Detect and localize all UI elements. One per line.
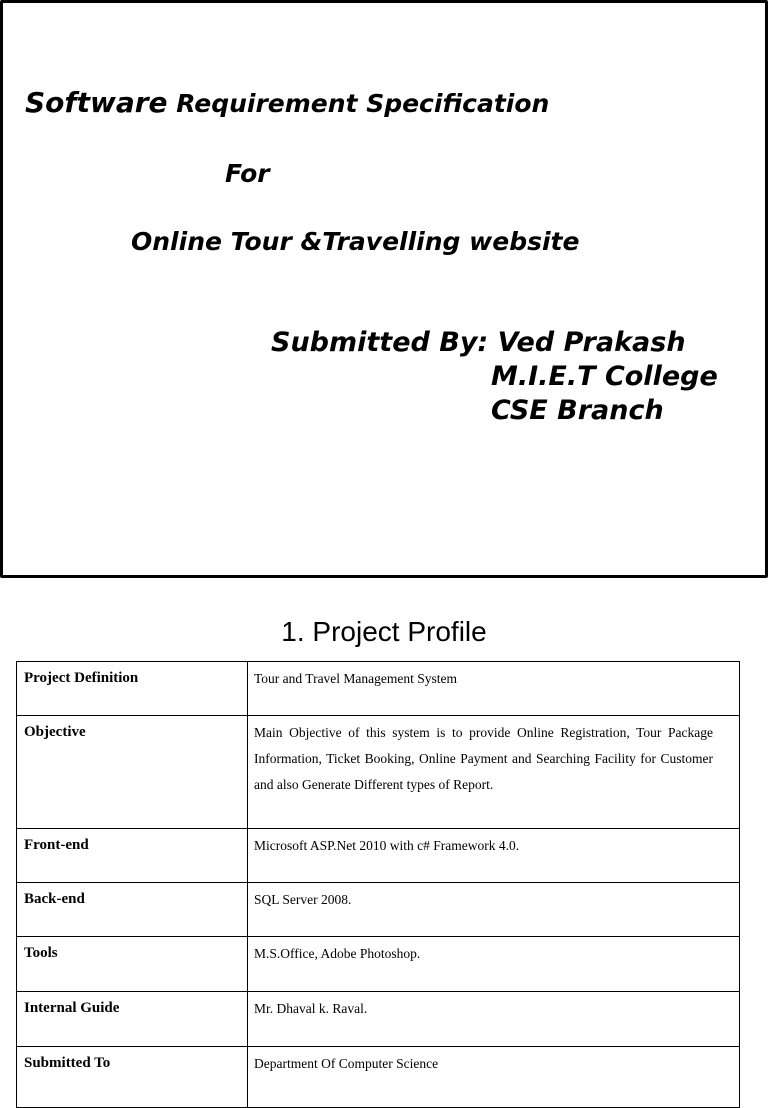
row-label: Front-end [17,829,248,883]
table-row [17,1047,740,1108]
row-label: Objective [17,716,248,829]
row-value [248,937,740,992]
row-label: Project Definition [17,662,248,716]
project-name: Online Tour &Travelling website [131,227,580,256]
row-value [248,716,740,829]
row-value [248,883,740,937]
row-value [248,992,740,1047]
row-value [248,1047,740,1108]
row-value-text: Department Of Computer Science [254,1056,439,1071]
table-row [17,883,740,937]
row-value-text: SQL Server 2008. [254,892,352,907]
for-label: For [225,159,270,188]
row-value [248,829,740,883]
section-heading: 1. Project Profile [281,616,487,647]
project-profile-table [16,661,740,1108]
row-value-text: Main Objective of this system is to provide Online Registration, Tour Package Information, Ticket Booking, Online Payment and Searching Facility for Customer and also Generate Different types of Report. [254,725,713,792]
title-rest: Requirement Specification [167,89,550,118]
document-title [25,86,550,119]
row-value-text: M.S.Office, Adobe Photoshop. [254,946,421,961]
title-first-word: Software [25,86,168,119]
row-label: Submitted To [17,1047,248,1108]
row-label: Back-end [17,883,248,937]
table-row [17,829,740,883]
row-value-text: Tour and Travel Management System [254,671,458,686]
row-label: Tools [17,937,248,992]
table-row [17,937,740,992]
submitted-by: Submitted By: Ved Prakash [271,327,686,358]
row-label: Internal Guide [17,992,248,1047]
table-row [17,662,740,716]
row-value-text: Mr. Dhaval k. Raval. [254,1001,368,1016]
row-value [248,662,740,716]
table-row [17,992,740,1047]
branch-name: CSE Branch [491,395,664,426]
row-value-text: Microsoft ASP.Net 2010 with c# Framework 4.0. [254,838,520,853]
table-row [17,716,740,829]
college-name: M.I.E.T College [491,361,718,392]
